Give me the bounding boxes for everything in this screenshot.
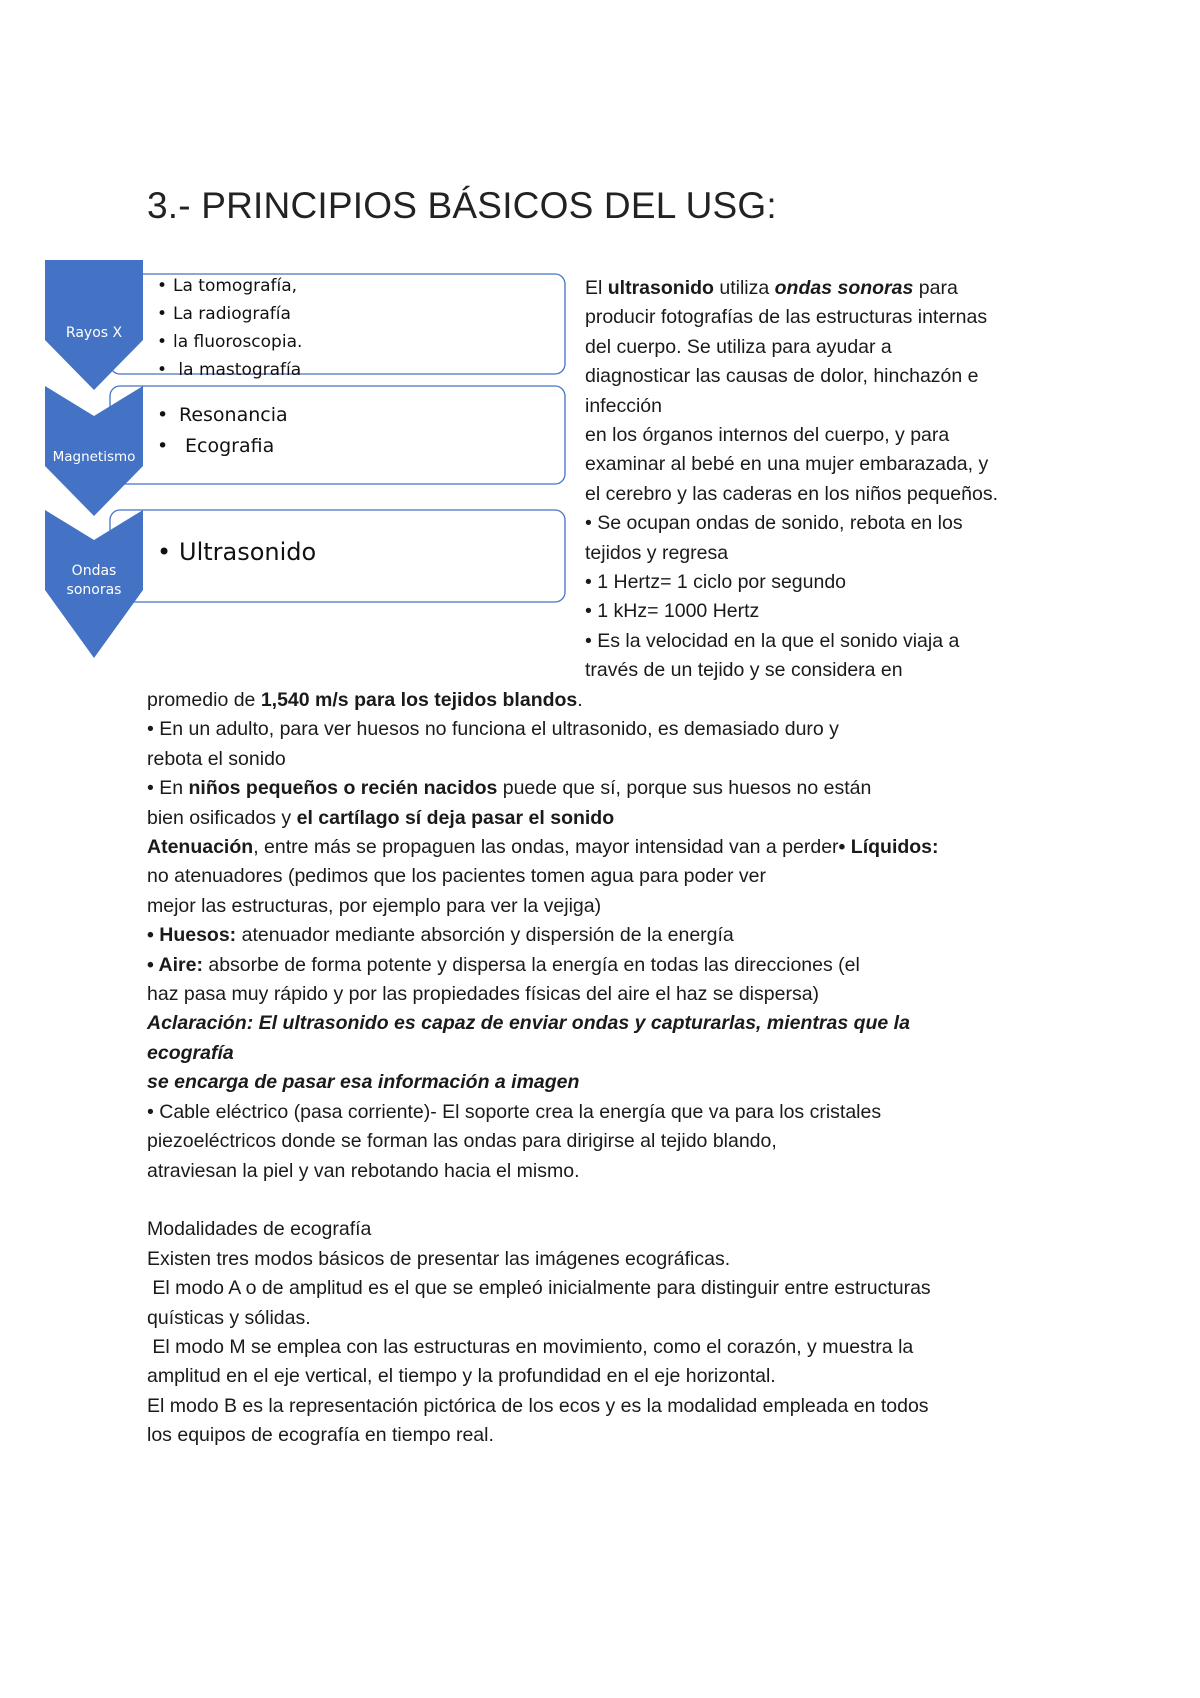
text-line [585, 392, 1085, 421]
text-line [147, 1362, 1077, 1391]
text-line [147, 1304, 1077, 1333]
text-run: Aclaración: El ultrasonido es capaz de enviar ondas y capturarlas, mientras que la [147, 1012, 910, 1035]
text-run: infección [585, 394, 662, 417]
text-line [585, 656, 1085, 685]
text-run: Existen tres modos básicos de presentar las imágenes ecográficas. [147, 1247, 731, 1270]
text-line [147, 1098, 1077, 1127]
text-line [147, 1068, 1077, 1097]
text-run: producir fotografías de las estructuras internas [585, 306, 988, 329]
text-run: del cuerpo. Se utiliza para ayudar a [585, 335, 892, 358]
text-run: niños pequeños o recién nacidos [188, 777, 498, 800]
text-run: examinar al bebé en una mujer embarazada, y [585, 453, 989, 476]
text-line [147, 921, 1077, 950]
text-run: • En [147, 777, 189, 800]
text-run: promedio de [147, 689, 261, 711]
text-line [147, 745, 1077, 774]
text-line [585, 539, 1085, 568]
process-diagram [40, 258, 580, 658]
text-run: Modalidades de ecografía [147, 1218, 372, 1241]
text-run: El modo A o de amplitud es el que se empleó inicialmente para distinguir entre estructuras [147, 1277, 931, 1300]
text-run: • Se ocupan ondas de sonido, rebota en los [585, 512, 963, 535]
text-run: puede que sí, porque sus huesos no están [497, 777, 872, 800]
list-item: • la fluoroscopia. [157, 328, 302, 356]
text-run: no atenuadores (pedimos que los pacientes tomen agua para poder ver [147, 865, 766, 888]
text-line [147, 1421, 1077, 1450]
text-line [147, 892, 1077, 921]
chevron-label-magnetismo: Magnetismo [52, 449, 136, 465]
right-column-text [585, 274, 1085, 686]
main-body-text [147, 686, 1077, 1451]
text-line [147, 1127, 1077, 1156]
text-run: piezoeléctricos donde se forman las ondas para dirigirse al tejido blando, [147, 1130, 777, 1153]
text-run: se encarga de pasar esa información a imagen [147, 1071, 580, 1094]
text-line [147, 1245, 1077, 1274]
text-run: tejidos y regresa [585, 541, 729, 564]
text-run: El modo M se emplea con las estructuras en movimiento, como el corazón, y muestra la [147, 1335, 914, 1358]
text-line [147, 1392, 1077, 1421]
text-run: ecografía [147, 1041, 234, 1064]
text-run: • Huesos: [147, 924, 237, 947]
text-run: rebota el sonido [147, 747, 286, 770]
text-line [147, 1009, 1077, 1038]
text-line [147, 1157, 1077, 1186]
magnetismo-list [157, 400, 288, 462]
text-line [585, 421, 1085, 450]
text-run: • 1 Hertz= 1 ciclo por segundo [585, 571, 847, 594]
text-line [585, 333, 1085, 362]
text-line [585, 362, 1085, 391]
text-run: quísticas y sólidas. [147, 1306, 311, 1329]
text-line [147, 774, 1077, 803]
text-run: mejor las estructuras, por ejemplo para ver la vejiga) [147, 894, 602, 917]
text-run: ultrasonido [607, 277, 714, 299]
text-run: • Aire: [147, 953, 203, 976]
text-line [585, 274, 1085, 303]
text-run: , entre más se propaguen las ondas, mayor intensidad van a perder [253, 836, 839, 859]
text-line [147, 862, 1077, 891]
text-run: el cerebro y las caderas en los niños pequeños. [585, 482, 999, 505]
text-line [147, 951, 1077, 980]
text-run: atraviesan la piel y van rebotando hacia el mismo. [147, 1159, 580, 1182]
text-line [147, 833, 1077, 862]
text-line [585, 509, 1085, 538]
list-item: • La radiografía [157, 300, 302, 328]
text-line [585, 480, 1085, 509]
list-item: • la mastografía [157, 356, 302, 384]
text-line [147, 1274, 1077, 1303]
text-run: en los órganos internos del cuerpo, y para [585, 424, 950, 447]
list-item: • Ecografia [157, 431, 288, 462]
text-run: bien osificados y [147, 806, 297, 829]
text-run: atenuador mediante absorción y dispersión de la energía [236, 924, 734, 947]
text-line [585, 627, 1085, 656]
text-run: • Es la velocidad en la que el sonido viaja a [585, 629, 960, 652]
text-run: para [913, 277, 958, 299]
text-line [585, 303, 1085, 332]
text-line [147, 715, 1077, 744]
list-item: • Ultrasonido [157, 536, 316, 568]
text-run: utiliza [713, 277, 775, 299]
rayos-x-list [157, 272, 302, 384]
text-line [147, 1215, 1077, 1244]
text-line [585, 597, 1085, 626]
text-run: ondas sonoras [774, 277, 914, 299]
chevron-label-ondas-sonoras: Ondas sonoras [66, 563, 122, 598]
text-run: • Líquidos: [838, 836, 939, 859]
text-line [147, 804, 1077, 833]
text-line [585, 568, 1085, 597]
text-run: • 1 kHz= 1000 Hertz [585, 600, 760, 623]
chevron-label-rayos-x: Rayos X [65, 325, 123, 341]
text-run: través de un tejido y se considera en [585, 659, 903, 682]
text-run: El modo B es la representación pictórica de los ecos y es la modalidad empleada en todos [147, 1394, 929, 1417]
text-run: amplitud en el eje vertical, el tiempo y la profundidad en el eje horizontal. [147, 1365, 776, 1388]
page-title: 3.- PRINCIPIOS BÁSICOS DEL USG: [147, 185, 777, 226]
ondas-sonoras-list [157, 536, 316, 568]
text-line [147, 686, 1077, 715]
text-line [147, 980, 1077, 1009]
text-run: los equipos de ecografía en tiempo real. [147, 1424, 494, 1447]
text-line [147, 1333, 1077, 1362]
text-run: 1,540 m/s para los tejidos blandos [260, 689, 578, 711]
text-line [147, 1186, 1077, 1215]
text-run: el cartílago sí deja pasar el sonido [296, 806, 615, 829]
list-item: • Resonancia [157, 400, 288, 431]
text-run: El [585, 277, 608, 299]
text-run: absorbe de forma potente y dispersa la energía en todas las direcciones (el [202, 953, 860, 976]
text-run: Atenuación [147, 836, 254, 859]
list-item: • La tomografía, [157, 272, 302, 300]
text-run: • Cable eléctrico (pasa corriente)- El soporte crea la energía que va para los cristales [147, 1100, 882, 1123]
text-run: • En un adulto, para ver huesos no funciona el ultrasonido, es demasiado duro y [147, 718, 839, 741]
text-run: diagnosticar las causas de dolor, hinchazón e [585, 365, 979, 388]
text-line [585, 450, 1085, 479]
text-line [147, 1039, 1077, 1068]
text-run: haz pasa muy rápido y por las propiedades físicas del aire el haz se dispersa) [147, 983, 820, 1006]
text-run: . [577, 689, 583, 711]
